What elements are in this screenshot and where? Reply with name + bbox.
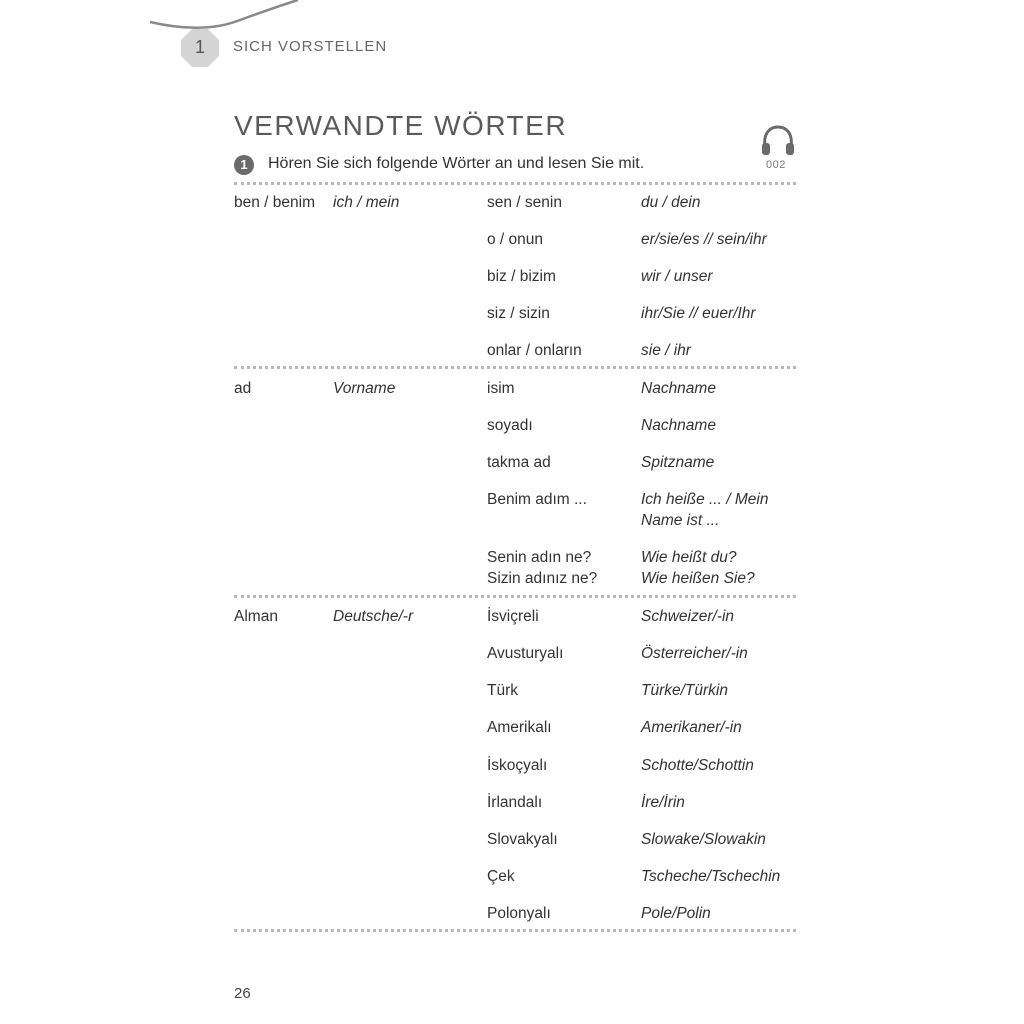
word-german: Nachname: [641, 417, 716, 434]
word-turkish: Polonyalı: [487, 905, 551, 922]
word-german: Spitzname: [641, 454, 715, 471]
word-turkish: Avusturyalı: [487, 645, 564, 662]
word-turkish: sen / senin: [487, 194, 562, 211]
word-german: Schotte/Schottin: [641, 757, 754, 774]
word-turkish: biz / bizim: [487, 268, 556, 285]
word-turkish: o / onun: [487, 231, 544, 248]
word-german: Ich heiße ... / Mein: [641, 491, 769, 508]
group-head-turkish: ad: [234, 380, 252, 397]
word-german-continued: Name ist ...: [641, 512, 720, 529]
group-head-german: Deutsche/-r: [333, 608, 414, 625]
chapter-badge: [180, 28, 220, 68]
headphones-icon: [760, 123, 796, 157]
dotted-divider: [234, 182, 796, 185]
group-head-turkish: Alman: [234, 608, 278, 625]
word-german-continued: Wie heißen Sie?: [641, 570, 755, 587]
page-number: 26: [234, 985, 251, 1002]
word-german: Türke/Türkin: [641, 682, 728, 699]
group-head-german: Vorname: [333, 380, 396, 397]
word-turkish: İskoçyalı: [487, 757, 548, 774]
word-turkish: Amerikalı: [487, 719, 552, 736]
word-turkish: Slovakyalı: [487, 831, 558, 848]
word-turkish: Benim adım ...: [487, 491, 587, 508]
chapter-number: 1: [194, 37, 205, 57]
word-german: Pole/Polin: [641, 905, 711, 922]
word-turkish: Çek: [487, 868, 515, 885]
word-german: Schweizer/-in: [641, 608, 735, 625]
word-turkish: İrlandalı: [487, 794, 543, 811]
dotted-divider: [234, 595, 796, 598]
word-german: İre/İrin: [641, 794, 685, 811]
word-german: sie / ihr: [641, 342, 691, 359]
word-german: Tscheche/Tschechin: [641, 868, 781, 885]
chapter-title: SICH VORSTELLEN: [233, 38, 388, 55]
word-turkish-continued: Sizin adınız ne?: [487, 570, 598, 587]
word-german: wir / unser: [641, 268, 713, 285]
section-title: VERWANDTE WÖRTER: [234, 110, 568, 141]
word-german: ihr/Sie // euer/Ihr: [641, 305, 756, 322]
exercise-instruction: Hören Sie sich folgende Wörter an und lesen Sie mit.: [268, 155, 645, 172]
word-turkish: İsviçreli: [487, 608, 539, 625]
dotted-divider: [234, 929, 796, 932]
dotted-divider: [234, 366, 796, 369]
word-german: Österreicher/-in: [641, 645, 748, 662]
exercise-number: 1: [234, 155, 254, 175]
word-turkish: takma ad: [487, 454, 551, 471]
word-turkish: Senin adın ne?: [487, 549, 592, 566]
word-turkish: onlar / onların: [487, 342, 582, 359]
word-german: Amerikaner/-in: [641, 719, 742, 736]
word-german: Slowake/Slowakin: [641, 831, 766, 848]
decorative-hanging-line: [0, 0, 320, 40]
word-turkish: Türk: [487, 682, 518, 699]
word-german: du / dein: [641, 194, 701, 211]
word-turkish: soyadı: [487, 417, 533, 434]
group-head-german: ich / mein: [333, 194, 400, 211]
word-german: er/sie/es // sein/ihr: [641, 231, 767, 248]
word-german: Wie heißt du?: [641, 549, 737, 566]
word-turkish: siz / sizin: [487, 305, 550, 322]
group-head-turkish: ben / benim: [234, 194, 315, 211]
audio-track-number: 002: [766, 159, 786, 171]
word-german: Nachname: [641, 380, 716, 397]
word-turkish: isim: [487, 380, 515, 397]
